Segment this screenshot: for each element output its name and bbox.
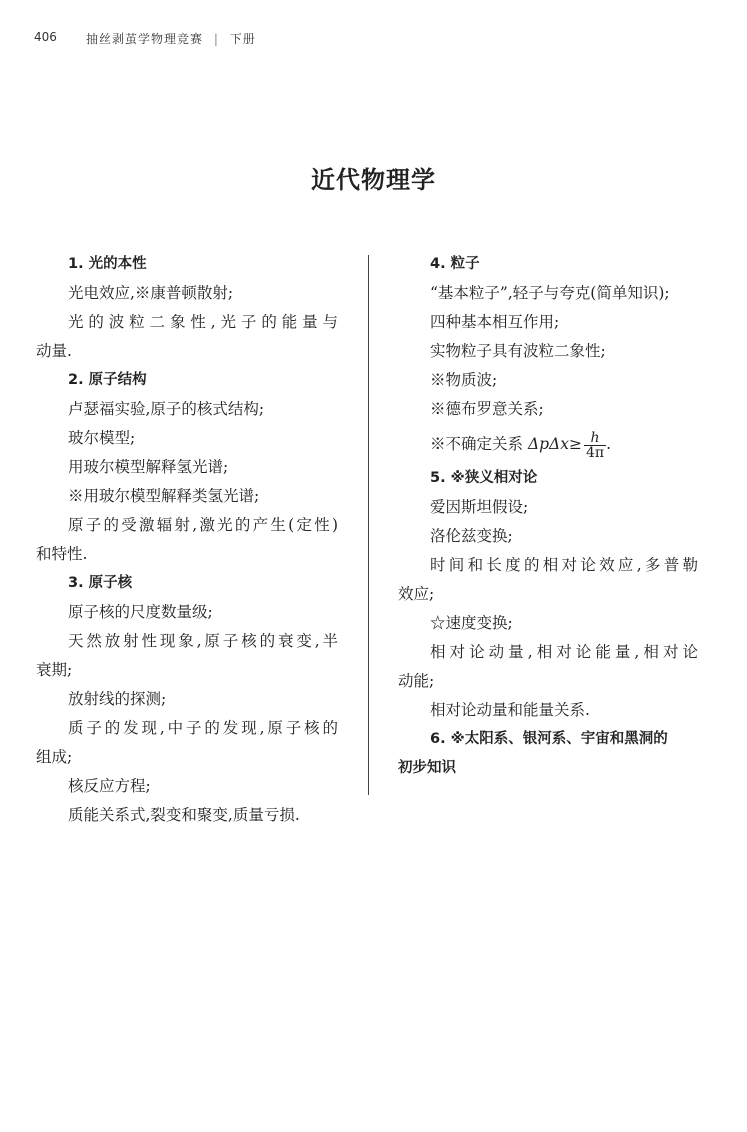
uncertainty-relation xyxy=(398,424,698,464)
right-column xyxy=(398,250,698,783)
text-line: 实物粒子具有波粒二象性; xyxy=(430,342,606,360)
text-line: 相对论动量,相对论能量,相对论 xyxy=(430,643,698,661)
book-title: 抽丝剥茧学物理竞赛 xyxy=(86,32,204,46)
section-heading: 6. ※太阳系、银河系、宇宙和黑洞的 xyxy=(430,731,668,747)
chapter-title: 近代物理学 xyxy=(311,165,436,194)
text-line: 质子的发现,中子的发现,原子核的 xyxy=(68,719,338,737)
uncertainty-lhs: ΔpΔx≥ xyxy=(527,435,582,453)
text-line: 时间和长度的相对论效应,多普勒 xyxy=(430,556,698,574)
uncertainty-prefix: ※不确定关系 xyxy=(430,435,528,453)
section-heading: 5. ※狭义相对论 xyxy=(430,470,538,486)
text-line: “基本粒子”,轻子与夸克(简单知识); xyxy=(430,284,670,302)
text-line: 用玻尔模型解释氢光谱; xyxy=(68,458,229,476)
running-title xyxy=(86,30,256,47)
fraction-numerator: h xyxy=(584,431,606,446)
text-line: 洛伦兹变换; xyxy=(430,527,513,545)
text-line: ☆速度变换; xyxy=(430,614,513,632)
text-line: 动能; xyxy=(398,672,435,690)
column-divider xyxy=(368,255,369,795)
text-line: ※用玻尔模型解释类氢光谱; xyxy=(68,487,260,505)
page-number: 406 xyxy=(34,30,57,44)
section-heading: 1. 光的本性 xyxy=(68,256,147,272)
fraction-denominator: 4π xyxy=(585,444,605,461)
text-line: 光的波粒二象性,光子的能量与 xyxy=(68,313,338,331)
section-heading: 4. 粒子 xyxy=(430,256,480,272)
text-line: 光电效应,※康普顿散射; xyxy=(68,284,234,302)
text-line: 天然放射性现象,原子核的衰变,半 xyxy=(68,632,338,650)
section-heading: 3. 原子核 xyxy=(68,575,133,591)
text-line: 质能关系式,裂变和聚变,质量亏损. xyxy=(68,806,300,824)
text-line: 衰期; xyxy=(36,661,73,679)
fraction-h-over-4pi xyxy=(584,431,606,460)
text-line: 核反应方程; xyxy=(68,777,151,795)
volume-label: 下册 xyxy=(229,32,256,46)
text-line: ※物质波; xyxy=(430,371,498,389)
text-line: 原子核的尺度数量级; xyxy=(68,603,213,621)
left-column xyxy=(36,250,338,830)
text-line: 四种基本相互作用; xyxy=(430,313,560,331)
text-line: 爱因斯坦假设; xyxy=(430,498,529,516)
section-heading: 初步知识 xyxy=(398,760,456,776)
text-line: 动量. xyxy=(36,342,72,360)
text-line: 组成; xyxy=(36,748,73,766)
text-line: 卢瑟福实验,原子的核式结构; xyxy=(68,400,265,418)
text-line: 效应; xyxy=(398,585,435,603)
section-heading: 2. 原子结构 xyxy=(68,372,147,388)
header-separator: | xyxy=(213,32,219,46)
text-line: 和特性. xyxy=(36,545,88,563)
text-line: 原子的受激辐射,激光的产生(定性) xyxy=(68,516,338,534)
uncertainty-suffix: . xyxy=(606,435,612,453)
text-line: 相对论动量和能量关系. xyxy=(430,701,590,719)
text-line: 玻尔模型; xyxy=(68,429,136,447)
text-line: 放射线的探测; xyxy=(68,690,167,708)
text-line: ※德布罗意关系; xyxy=(430,400,544,418)
